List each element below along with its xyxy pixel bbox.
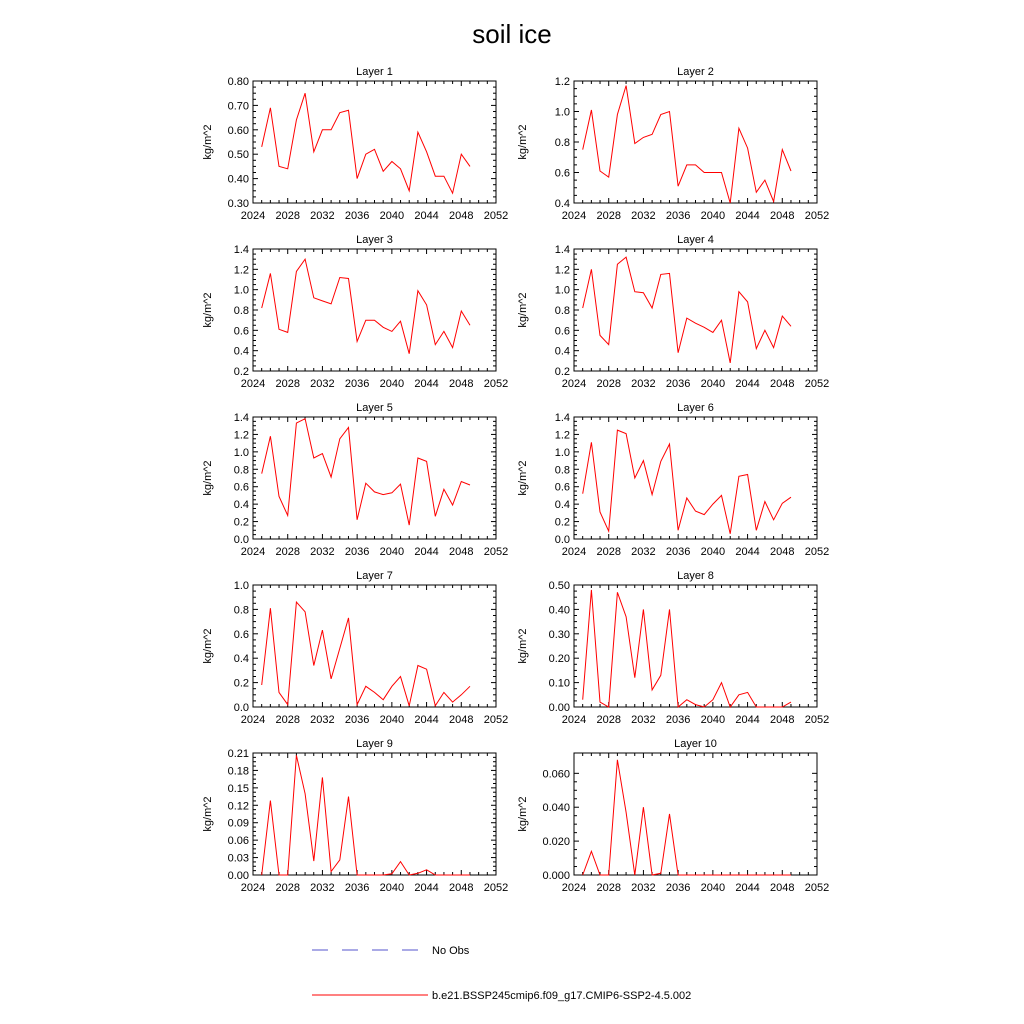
layer-4-ylabel: kg/m^2 <box>517 292 529 328</box>
layer-9-xtick-label: 2052 <box>483 882 509 894</box>
layer-8-title: Layer 8 <box>677 570 714 582</box>
layer-9-xtick-label: 2024 <box>240 882 266 894</box>
layer-8-ytick-label: 0.40 <box>548 604 570 617</box>
layer-3-ytick-label: 0.6 <box>233 325 249 338</box>
layer-4-ytick-label: 0.2 <box>554 366 570 378</box>
layer-5-xtick-label: 2048 <box>449 546 474 558</box>
layer-5-xtick-label: 2036 <box>344 546 370 558</box>
layer-1-xtick-label: 2028 <box>275 210 300 222</box>
layer-2-xtick-label: 2032 <box>631 210 656 222</box>
layer-4-xtick-label: 2036 <box>665 378 691 390</box>
layer-6-xtick-label: 2032 <box>631 546 656 558</box>
layer-1-xtick-label: 2052 <box>483 210 509 222</box>
layer-5-ylabel: kg/m^2 <box>202 460 214 496</box>
layer-10-xtick-label: 2040 <box>700 882 726 894</box>
layer-6-ytick-label: 0.6 <box>554 481 570 494</box>
layer-7-xtick-label: 2036 <box>344 714 370 726</box>
layer-10-ytick-label: 0.040 <box>542 802 570 815</box>
layer-7-ytick-label: 1.0 <box>233 580 249 592</box>
layer-7-ytick-label: 0.2 <box>233 677 249 690</box>
layer-2-xtick-label: 2024 <box>561 210 587 222</box>
layer-3-xtick-label: 2048 <box>449 378 474 390</box>
layer-5-xtick-label: 2032 <box>310 546 335 558</box>
layer-1-ytick-label: 0.70 <box>227 100 249 113</box>
layer-3-xtick-label: 2024 <box>240 378 266 390</box>
layer-6-ytick-label: 0.2 <box>554 516 570 529</box>
layer-9-xtick-label: 2040 <box>379 882 405 894</box>
figure-title: soil ice <box>472 19 552 49</box>
layer-5-ytick-label: 0.2 <box>233 516 249 529</box>
layer-8-ylabel: kg/m^2 <box>517 628 529 664</box>
layer-10-ytick-label: 0.020 <box>542 836 570 849</box>
layer-9-xtick-label: 2048 <box>449 882 474 894</box>
layer-5-xtick-label: 2028 <box>275 546 300 558</box>
layer-4-ytick-label: 1.4 <box>554 244 570 256</box>
layer-5-xtick-label: 2052 <box>483 546 509 558</box>
layer-2-xtick-label: 2048 <box>770 210 795 222</box>
layer-9-xtick-label: 2032 <box>310 882 335 894</box>
layer-1-xtick-label: 2044 <box>414 210 439 222</box>
layer-1-ytick-label: 0.30 <box>227 198 249 210</box>
layer-10-title: Layer 10 <box>674 738 717 750</box>
layer-5-xtick-label: 2044 <box>414 546 439 558</box>
layer-7-ytick-label: 0.4 <box>233 653 249 666</box>
layer-3-ytick-label: 1.4 <box>233 244 249 256</box>
layer-9-ytick-label: 0.21 <box>227 748 249 760</box>
layer-6-xtick-label: 2040 <box>700 546 726 558</box>
layer-6-title: Layer 6 <box>677 402 714 414</box>
layer-3-ytick-label: 0.8 <box>233 305 249 317</box>
layer-2-xtick-label: 2052 <box>804 210 830 222</box>
layer-4-xtick-label: 2028 <box>596 378 621 390</box>
layer-9-title: Layer 9 <box>356 738 393 750</box>
layer-8-xtick-label: 2028 <box>596 714 621 726</box>
layer-3-xtick-label: 2028 <box>275 378 300 390</box>
layer-4-xtick-label: 2032 <box>631 378 656 390</box>
layer-2-ytick-label: 0.8 <box>554 137 570 149</box>
layer-9-xtick-label: 2028 <box>275 882 300 894</box>
layer-10-xtick-label: 2052 <box>804 882 830 894</box>
layer-3-xtick-label: 2036 <box>344 378 370 390</box>
layer-1-ytick-label: 0.60 <box>227 124 249 137</box>
layer-10-xtick-label: 2044 <box>735 882 760 894</box>
layer-6-ytick-label: 1.2 <box>554 429 570 442</box>
layer-5-xtick-label: 2040 <box>379 546 405 558</box>
layer-2-xtick-label: 2044 <box>735 210 760 222</box>
layer-3-ytick-label: 0.4 <box>233 345 249 358</box>
layer-4-xtick-label: 2024 <box>561 378 587 390</box>
layer-8-ytick-label: 0.30 <box>548 628 570 641</box>
layer-2-ytick-label: 0.4 <box>554 198 570 210</box>
layer-10-xtick-label: 2048 <box>770 882 795 894</box>
layer-7-xtick-label: 2052 <box>483 714 509 726</box>
layer-3-ytick-label: 0.2 <box>233 366 249 378</box>
layer-7-xtick-label: 2040 <box>379 714 405 726</box>
layer-10-xtick-label: 2024 <box>561 882 587 894</box>
layer-6-xtick-label: 2036 <box>665 546 691 558</box>
layer-2-xtick-label: 2040 <box>700 210 726 222</box>
layer-2-ylabel: kg/m^2 <box>517 124 529 160</box>
layer-1-xtick-label: 2048 <box>449 210 474 222</box>
layer-1-title: Layer 1 <box>356 66 393 78</box>
layer-9-ylabel: kg/m^2 <box>202 796 214 832</box>
layer-8-xtick-label: 2032 <box>631 714 656 726</box>
layer-4-ytick-label: 0.8 <box>554 305 570 317</box>
layer-3-xtick-label: 2040 <box>379 378 405 390</box>
layer-8-xtick-label: 2044 <box>735 714 760 726</box>
layer-3-ytick-label: 1.2 <box>233 264 249 277</box>
layer-1-ytick-label: 0.80 <box>227 76 249 88</box>
layer-6-xtick-label: 2024 <box>561 546 587 558</box>
layer-3-ytick-label: 1.0 <box>233 284 249 297</box>
layer-5-ytick-label: 0.6 <box>233 481 249 494</box>
layer-4-ytick-label: 1.0 <box>554 284 570 297</box>
layer-6-xtick-label: 2052 <box>804 546 830 558</box>
layer-7-xtick-label: 2048 <box>449 714 474 726</box>
layer-10-xtick-label: 2032 <box>631 882 656 894</box>
layer-5-ytick-label: 1.4 <box>233 412 249 424</box>
layer-2-title: Layer 2 <box>677 66 714 78</box>
layer-2-xtick-label: 2036 <box>665 210 691 222</box>
layer-3-title: Layer 3 <box>356 234 393 246</box>
layer-9-ytick-label: 0.06 <box>227 835 249 848</box>
layer-8-ytick-label: 0.50 <box>548 580 570 592</box>
layer-7-xtick-label: 2032 <box>310 714 335 726</box>
layer-9-xtick-label: 2036 <box>344 882 370 894</box>
layer-3-ylabel: kg/m^2 <box>202 292 214 328</box>
layer-5-title: Layer 5 <box>356 402 393 414</box>
layer-3-xtick-label: 2032 <box>310 378 335 390</box>
layer-6-ytick-label: 1.0 <box>554 446 570 459</box>
layer-10-xtick-label: 2028 <box>596 882 621 894</box>
layer-8-xtick-label: 2052 <box>804 714 830 726</box>
layer-5-ytick-label: 1.0 <box>233 446 249 459</box>
layer-5-ytick-label: 0.0 <box>233 534 249 546</box>
layer-7-ytick-label: 0.8 <box>233 604 249 617</box>
layer-1-xtick-label: 2032 <box>310 210 335 222</box>
layer-4-xtick-label: 2040 <box>700 378 726 390</box>
layer-1-xtick-label: 2036 <box>344 210 370 222</box>
layer-6-xtick-label: 2048 <box>770 546 795 558</box>
layer-10-ytick-label: 0.000 <box>542 870 570 882</box>
layer-8-xtick-label: 2024 <box>561 714 587 726</box>
layer-10-ytick-label: 0.060 <box>542 768 570 781</box>
layer-6-ytick-label: 0.8 <box>554 464 570 477</box>
layer-5-ytick-label: 0.4 <box>233 499 249 512</box>
layer-1-ytick-label: 0.40 <box>227 173 249 186</box>
layer-6-ylabel: kg/m^2 <box>517 460 529 496</box>
layer-6-xtick-label: 2044 <box>735 546 760 558</box>
layer-2-ytick-label: 0.6 <box>554 167 570 180</box>
layer-6-ytick-label: 1.4 <box>554 412 570 424</box>
layer-9-ytick-label: 0.12 <box>227 800 249 813</box>
layer-8-xtick-label: 2040 <box>700 714 726 726</box>
layer-5-ytick-label: 1.2 <box>233 429 249 442</box>
layer-9-ytick-label: 0.18 <box>227 765 249 778</box>
layer-9-ytick-label: 0.03 <box>227 852 249 865</box>
legend-series-label: b.e21.BSSP245cmip6.f09_g17.CMIP6-SSP2-4.5.002 <box>432 990 692 1002</box>
layer-8-ytick-label: 0.20 <box>548 653 570 666</box>
layer-8-ytick-label: 0.10 <box>548 677 570 690</box>
layer-6-xtick-label: 2028 <box>596 546 621 558</box>
layer-4-xtick-label: 2052 <box>804 378 830 390</box>
layer-1-ytick-label: 0.50 <box>227 149 249 162</box>
layer-7-ytick-label: 0.6 <box>233 628 249 641</box>
layer-4-ytick-label: 0.4 <box>554 345 570 358</box>
layer-7-title: Layer 7 <box>356 570 393 582</box>
layer-4-xtick-label: 2048 <box>770 378 795 390</box>
layer-7-xtick-label: 2028 <box>275 714 300 726</box>
layer-8-ytick-label: 0.00 <box>548 702 570 714</box>
layer-6-ytick-label: 0.0 <box>554 534 570 546</box>
layer-5-xtick-label: 2024 <box>240 546 266 558</box>
layer-9-ytick-label: 0.15 <box>227 782 249 795</box>
layer-2-ytick-label: 1.2 <box>554 76 570 88</box>
layer-6-ytick-label: 0.4 <box>554 499 570 512</box>
layer-3-xtick-label: 2044 <box>414 378 439 390</box>
layer-4-ytick-label: 1.2 <box>554 264 570 277</box>
layer-10-ylabel: kg/m^2 <box>517 796 529 832</box>
layer-5-ytick-label: 0.8 <box>233 464 249 477</box>
layer-4-title: Layer 4 <box>677 234 714 246</box>
layer-9-ytick-label: 0.00 <box>227 870 249 882</box>
layer-9-ytick-label: 0.09 <box>227 817 249 830</box>
layer-7-ytick-label: 0.0 <box>233 702 249 714</box>
layer-8-xtick-label: 2036 <box>665 714 691 726</box>
layer-10-xtick-label: 2036 <box>665 882 691 894</box>
layer-4-ytick-label: 0.6 <box>554 325 570 338</box>
layer-7-xtick-label: 2024 <box>240 714 266 726</box>
layer-1-ylabel: kg/m^2 <box>202 124 214 160</box>
layer-8-xtick-label: 2048 <box>770 714 795 726</box>
layer-1-xtick-label: 2024 <box>240 210 266 222</box>
layer-3-xtick-label: 2052 <box>483 378 509 390</box>
layer-1-xtick-label: 2040 <box>379 210 405 222</box>
legend-obs-label: No Obs <box>432 945 470 957</box>
layer-7-ylabel: kg/m^2 <box>202 628 214 664</box>
layer-7-xtick-label: 2044 <box>414 714 439 726</box>
layer-2-xtick-label: 2028 <box>596 210 621 222</box>
layer-2-ytick-label: 1.0 <box>554 106 570 119</box>
layer-4-xtick-label: 2044 <box>735 378 760 390</box>
layer-9-xtick-label: 2044 <box>414 882 439 894</box>
